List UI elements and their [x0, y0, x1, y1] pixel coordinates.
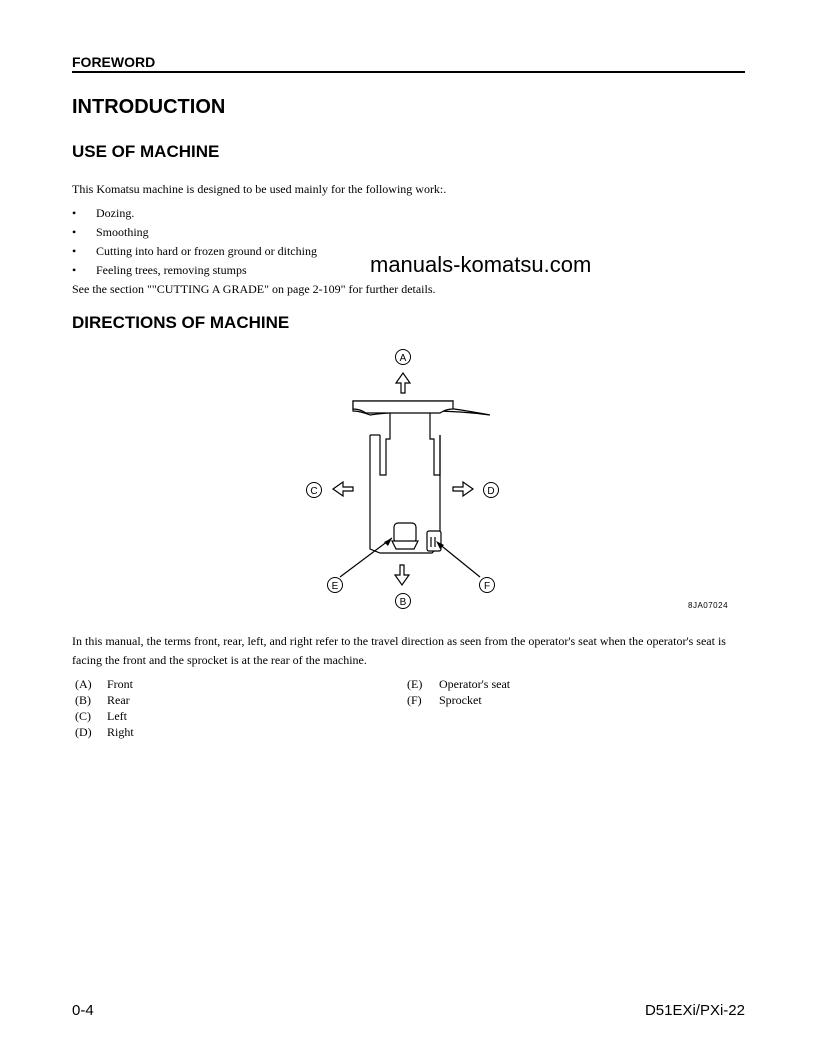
bullet-icon: •: [72, 206, 77, 220]
watermark: manuals-komatsu.com: [370, 252, 592, 277]
see-also-text: See the section ""CUTTING A GRADE" on page 2-109" for further details.: [72, 282, 436, 296]
label-a: A: [399, 353, 407, 364]
directions-heading: DIRECTIONS OF MACHINE: [72, 313, 290, 332]
page-number: 0-4: [72, 1002, 94, 1019]
legend-row: (B) Rear: [75, 693, 130, 707]
label-b: B: [399, 597, 407, 608]
use-intro-text: This Komatsu machine is designed to be used mainly for the following work:.: [72, 182, 447, 196]
label-c: C: [310, 486, 318, 497]
bullet-icon: •: [72, 263, 77, 277]
page-title: INTRODUCTION: [72, 96, 226, 118]
label-f: F: [483, 581, 491, 592]
legend-row: (A) Front: [75, 677, 134, 691]
list-item: • Cutting into hard or frozen ground or ditching: [72, 242, 317, 261]
legend-row: (D) Right: [75, 725, 134, 739]
bullet-icon: •: [72, 225, 77, 239]
label-d: D: [487, 486, 495, 497]
figure-id: 8JA07024: [688, 601, 729, 610]
bullet-icon: •: [72, 244, 77, 258]
legend-right: [407, 676, 510, 708]
list-item: • Feeling trees, removing stumps: [72, 261, 317, 280]
list-item: • Dozing.: [72, 204, 317, 223]
legend-row: (E) Operator's seat: [407, 677, 511, 691]
section-header: FOREWORD: [72, 54, 156, 70]
legend-row: (C) Left: [75, 709, 127, 723]
header-rule: [72, 71, 745, 73]
legend-row: (F) Sprocket: [407, 693, 482, 707]
label-e: E: [331, 581, 339, 592]
use-of-machine-heading: USE OF MACHINE: [72, 142, 220, 161]
model-number: D51EXi/PXi-22: [644, 1002, 745, 1019]
list-item: • Smoothing: [72, 223, 317, 242]
legend-left: [75, 676, 134, 740]
work-list: [72, 204, 317, 280]
machine-directions-diagram: [300, 345, 760, 615]
directions-paragraph: In this manual, the terms front, rear, left, and right refer to the travel direction as seen from the operator's seat when the operator's seat is facing the front and the sprocket is at the rear of the machine.: [72, 634, 726, 667]
